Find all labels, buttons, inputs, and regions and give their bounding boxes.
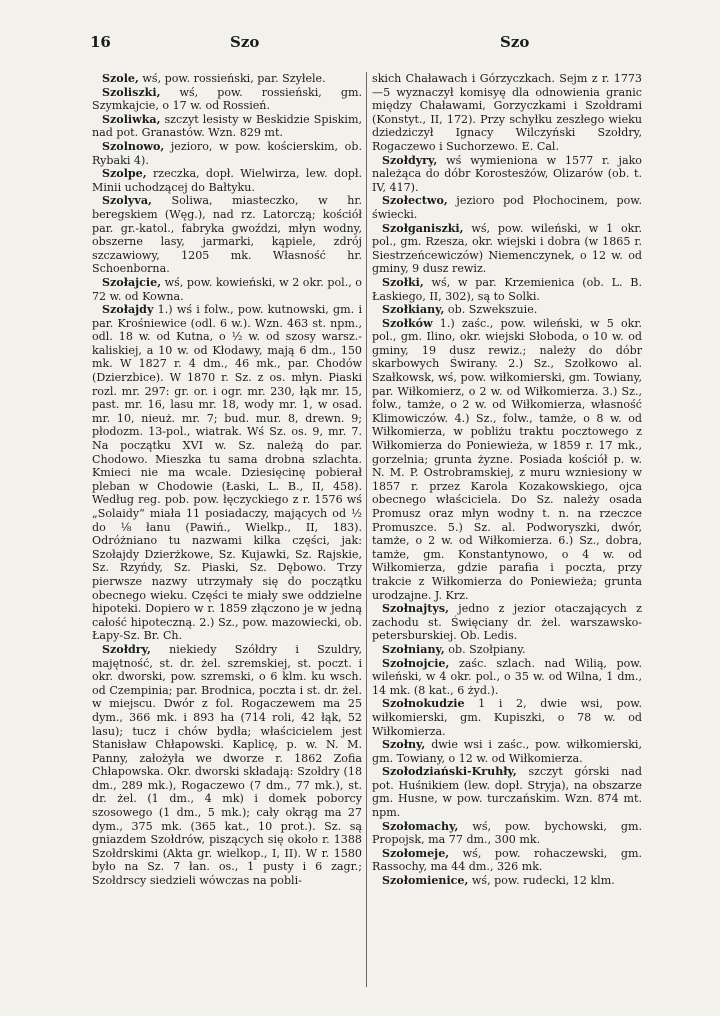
entry-text: 1.) wś i folw., pow. kutnowski, gm. i par. Krośniewice (odl. 6 w.). Wzn. 463 st. npm., odl. 18 w. od Kutna, o ½ w. od szosy warsz.-kaliskiej, a 10 w. od Kłodawy, mają 6 dm., 150 mk. W 1827 r. 4 dm., 46 mk., par. Chodów (Dzierzbice). W 1870 r. Sz. z os. młyn. Piaski rozl. mr. 297: gr. or. i ogr. mr. 230, łąk mr. 15, past. mr. 16, lasu mr. 18, wody mr. 1, w osad. mr. 10, nieuż. mr. 7; bud. mur. 8, drewn. 9; płodozm. 13-pol., wiatrak. Wś Sz. os. 9, mr. 7. Na początku XVI w. Sz. należą do par. Chodowo. Mieszka tu sama drobna szlachta. Kmieci nie ma wcale. Dziesięcinę pobierał pleban w Chodowie (Łaski, L. B., II, 458). Według reg. pob. pow. łęczyckiego z r. 1576 wś „Solaidy“ miała 11 posiadaczy, mających od ½ do ⅛ łanu (Pawiń., Wielkp., II, 183). Odróżniano tu nazwami kilka części, jak: Szołajdy Dzierżkowe, Sz. Kujawki, Sz. Rajskie, Sz. Rzyńdy, Sz. Piaski, Sz. Dębowo. Trzy pierwsze nazwy utrzymały się do początku obecnego wieku. Części te miały swe oddzielne hipoteki. Dopiero w r. 1859 złączono je w jedną całość hipoteczną. 2.) Sz., pow. mazowiecki, ob. Łapy-Sz. Br. Ch. bbox=[92, 303, 362, 643]
entry-headword: Szołki, bbox=[382, 275, 424, 289]
dictionary-entry bbox=[92, 167, 362, 194]
entry-headword: Szołdry, bbox=[102, 642, 151, 656]
entry-headword: Szolyva, bbox=[102, 194, 152, 208]
dictionary-entry bbox=[92, 303, 362, 643]
entry-text: jedno z jezior otaczających z zachodu st. Święciany dr. żel. warszawsko-petersburskiej. Ob. Ledis. bbox=[372, 602, 643, 643]
dictionary-entry bbox=[92, 113, 362, 140]
entry-text: szczyt górski nad pot. Huśnikiem (lew. dopł. Stryja), na obszarze gm. Husne, w pow. turczańskim. Wzn. 874 mt. npm. bbox=[372, 765, 642, 820]
dictionary-entry bbox=[372, 72, 642, 154]
entry-headword: Szołnojcie, bbox=[382, 656, 450, 670]
entry-text: jezioro pod Płochocinem, pow. świecki. bbox=[372, 194, 642, 221]
entry-text: rzeczka, dopł. Wielwirza, lew. dopł. Minii uchodzącej do Bałtyku. bbox=[92, 167, 362, 194]
column-rule bbox=[366, 72, 367, 987]
dictionary-entry bbox=[372, 154, 642, 195]
right-column bbox=[372, 72, 642, 888]
entry-headword: Szolnowo, bbox=[102, 139, 165, 153]
entry-text: ob. Szwekszuie. bbox=[447, 303, 538, 317]
dictionary-entry bbox=[372, 602, 642, 643]
entry-text: ob. Szołpiany. bbox=[448, 642, 526, 656]
entry-text: wś wymieniona w 1577 r. jako należąca do dóbr Korostesżów, Olizarów (ob. t. IV, 417). bbox=[372, 153, 642, 194]
entry-headword: Szołkiany, bbox=[382, 303, 445, 317]
page-number: 16 bbox=[90, 33, 111, 51]
dictionary-entry bbox=[92, 194, 362, 276]
entry-text: wś, pow. wileński, w 1 okr. pol., gm. Rzesza, okr. wiejski i dobra (w 1865 r. Siestrzeńcewiczów) Niemenczynek, o 12 w. od gminy, 9 dusz rewiz. bbox=[372, 221, 642, 276]
entry-text: jezioro, w pow. kościerskim, ob. Rybaki 4). bbox=[92, 139, 362, 167]
entry-text: szczyt lesisty w Beskidzie Spiskim, nad pot. Granastów. Wzn. 829 mt. bbox=[92, 112, 362, 140]
dictionary-entry bbox=[372, 765, 642, 819]
dictionary-entry bbox=[372, 276, 642, 303]
entry-text: Soliwa, miasteczko, w hr. beregskiem (Węg.), nad rz. Latorczą; kościół par. gr.-katol., fabryka gwoździ, młyn wodny, obszerne lasy, jarmarki, kąpiele, zdrój szczawiowy, 1205 mk. Własność hr. Schoenborna. bbox=[92, 194, 362, 276]
entry-text: wś, pow. rossieński, gm. Szymkajcie, o 17 w. od Rossień. bbox=[92, 85, 363, 113]
dictionary-entry bbox=[92, 72, 362, 86]
dictionary-entry bbox=[372, 317, 642, 602]
entry-text: wś, w par. Krzemienica (ob. L. B. Łaskiego, II, 302), są to Solki. bbox=[372, 275, 642, 303]
entry-headword: Szołajdy bbox=[102, 303, 154, 317]
dictionary-entry bbox=[372, 303, 642, 317]
entry-text: 1 i 2, dwie wsi, pow. wiłkomierski, gm. Kupiszki, o 78 w. od Wiłkomierza. bbox=[372, 697, 642, 738]
entry-text: wś, pow. rohaczewski, gm. Rassochy, ma 44 dm., 326 mk. bbox=[372, 846, 642, 874]
entry-text: 1.) zaśc., pow. wileński, w 5 okr. pol., gm. Ilino, okr. wiejski Słoboda, o 10 w. od gminy, 19 dusz rewiz.; należy do dóbr skarbowych Świrany. 2.) Sz., Szołkowo al. Szałkowsk, wś, pow. wiłkomierski, gm. Towiany, par. Wiłkomierz, o 2 w. od Wiłkomierza. 3.) Sz., folw., tamże, o 2 w. od Wiłkomierza, własność Klimowiczów. 4.) Sz., folw., tamże, o 8 w. od Wiłkomierza, w pobliżu traktu pocztowego z Wiłkomierza do Poniewieża, w 1859 r. 17 mk., gorzelnia; grunta żyzne. Posiada kościół p. w. N. M. P. Ostrobramskiej, z muru wzniesiony w 1857 r. przez Karola Kozakowskiego, ojca obecnego właściciela. Do Sz. należy osada Promusz oraz młyn wodny t. n. na rzeczce Promuszce. 5.) Sz. al. Podworyszki, dwór, tamże, o 2 w. od Wiłkomierza. 6.) Sz., dobra, tamże, gm. Konstantynowo, o 4 w. od Wiłkomierza, gdzie parafia i poczta, przy trakcie z Wiłkomierza do Poniewieża; grunta urodzajne. J. Krz. bbox=[372, 316, 642, 602]
entry-headword: Szołajcie, bbox=[102, 275, 162, 289]
entry-text: wś, pow. rossieński, par. Szyłele. bbox=[142, 72, 326, 85]
entry-headword: Szołny, bbox=[382, 738, 426, 752]
dictionary-entry bbox=[92, 140, 362, 167]
dictionary-entry bbox=[372, 847, 642, 874]
entry-headword: Szołków bbox=[382, 316, 433, 330]
entry-headword: Szołodziański-Kruhły, bbox=[382, 765, 517, 779]
entry-headword: Szołnajtys, bbox=[382, 602, 449, 616]
entry-headword: Szołomachy, bbox=[382, 819, 459, 833]
entry-text: niekiedy Szółdry i Szuldry, majętność, st. dr. żel. szremskiej, st. poczt. i okr. dworski, pow. szremski, o 6 klm. ku wsch. od Czempinia; par. Brodnica, poczta i st. dr. żel. w miejscu. Dwór z fol. Rogaczewem ma 25 dym., 366 mk. i 893 ha (714 roli, 42 łąk, 52 lasu); tucz i chów bydła; właścicielem jest Stanisław Chłapowski. Kaplicę, p. w. N. M. Panny, założyła we dworze r. 1862 Zofia Chłapowska. Okr. dworski składają: Szołdry (18 dm., 289 mk.), Rogaczewo (7 dm., 77 mk.), st. dr. żel. (1 dm., 4 mk) i domek poborcy szosowego (1 dm., 5 mk.); cały okrąg ma 27 dym., 375 mk. (365 kat., 10 prot.). Sz. są gniazdem Szołdrów, piszących się około r. 1388 Szołdrskimi (Akta gr. wielkop., I, II). W r. 1580 było na Sz. 7 łan. os., 1 pusty i 6 zagr.; Szołdrscy siedzieli wówczas na pobli- bbox=[92, 642, 362, 888]
dictionary-entry bbox=[372, 657, 642, 698]
entry-headword: Szołniany, bbox=[382, 642, 445, 656]
entry-headword: Szoliszki, bbox=[102, 85, 161, 99]
dictionary-entry bbox=[372, 738, 642, 765]
entry-headword: Szolpe, bbox=[102, 167, 147, 181]
entry-headword: Szołnokudzie bbox=[382, 697, 465, 711]
entry-text: skich Chaławach i Górzyczkach. Sejm z r. 1773—5 wyznaczył komisyę dla odnowienia granic między Chaławami, Gorzyczkami i Szołdrami (Konstyt., II, 172). Przy schyłku zeszłego wieku dziedziczył Ignacy Wilczyński Szołdry, Rogaczewo i Suchorzewo. E. Cal. bbox=[372, 72, 642, 153]
entry-headword: Szołganiszki, bbox=[382, 221, 464, 235]
running-head-right: Szo bbox=[500, 33, 530, 51]
dictionary-entry bbox=[372, 874, 642, 888]
entry-text: dwie wsi i zaśc., pow. wiłkomierski, gm. Towiany, o 12 w. od Wiłkomierza. bbox=[372, 738, 642, 765]
left-column bbox=[92, 72, 362, 888]
entry-text: zaśc. szlach. nad Wilią, pow. wileński, w 4 okr. pol., o 35 w. od Wilna, 1 dm., 14 mk. (8 kat., 6 żyd.). bbox=[372, 656, 643, 697]
dictionary-entry bbox=[372, 222, 642, 276]
dictionary-entry bbox=[92, 643, 362, 888]
entry-headword: Szołectwo, bbox=[382, 194, 448, 208]
entry-text: wś, pow. rudecki, 12 klm. bbox=[471, 874, 615, 888]
entry-headword: Szoliwka, bbox=[102, 112, 161, 126]
entry-headword: Szołomienice, bbox=[382, 874, 469, 888]
dictionary-entry bbox=[372, 820, 642, 847]
entry-headword: Szole, bbox=[102, 72, 139, 85]
dictionary-entry bbox=[372, 194, 642, 221]
entry-text: wś, pow. bychowski, gm. Propojsk, ma 77 dm., 300 mk. bbox=[372, 819, 642, 847]
entry-headword: Szołdyry, bbox=[382, 153, 438, 167]
dictionary-entry bbox=[92, 86, 362, 113]
running-head-left: Szo bbox=[230, 33, 260, 51]
entry-headword: Szołomeje, bbox=[382, 846, 450, 860]
dictionary-entry bbox=[372, 643, 642, 657]
entry-text: wś, pow. kowieński, w 2 okr. pol., o 72 w. od Kowna. bbox=[92, 275, 362, 303]
dictionary-entry bbox=[372, 697, 642, 738]
dictionary-entry bbox=[92, 276, 362, 303]
